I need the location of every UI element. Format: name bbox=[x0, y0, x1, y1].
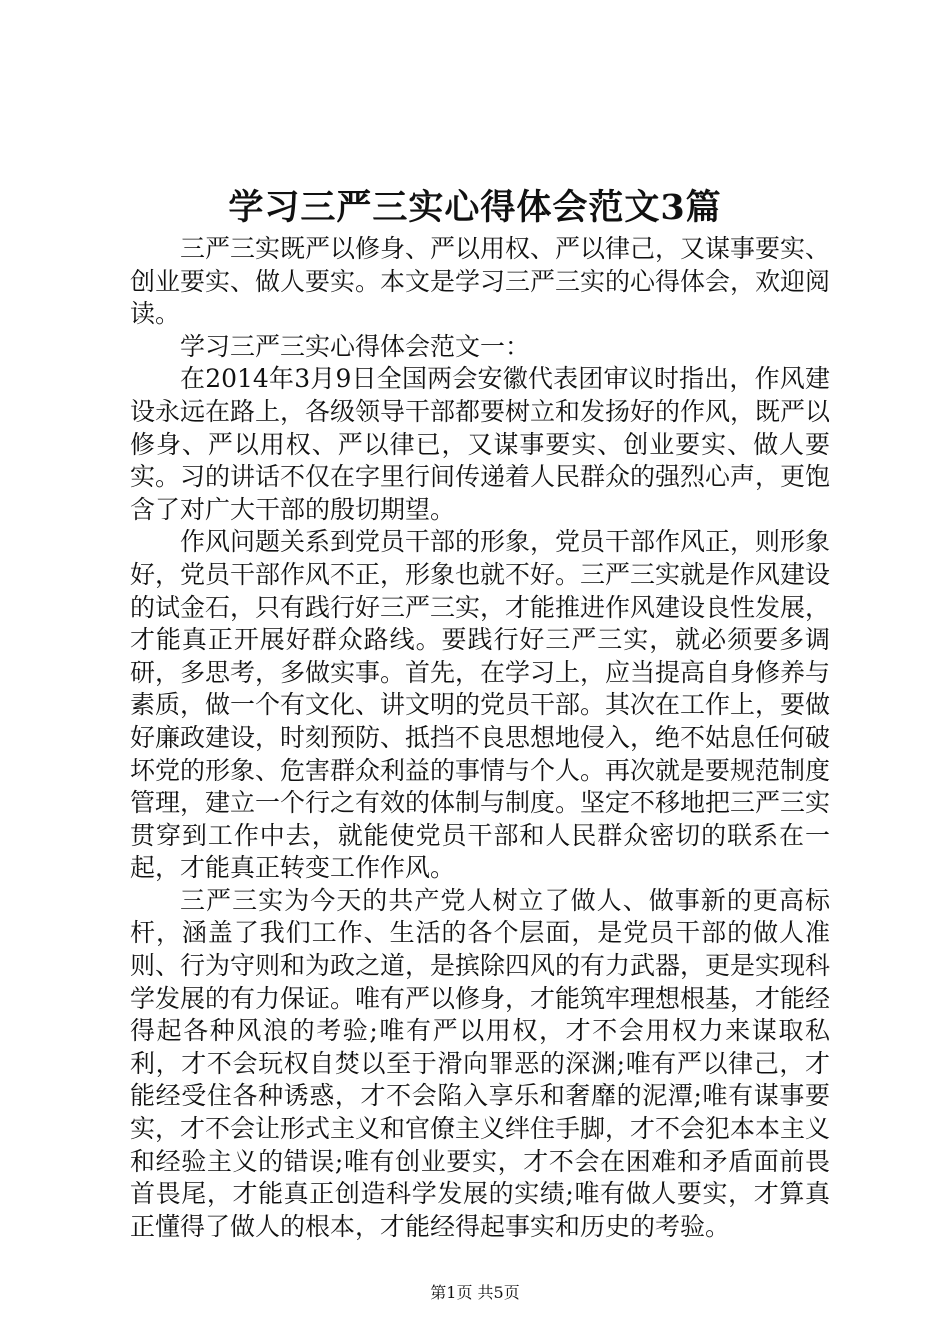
body-paragraph: 作风问题关系到党员干部的形象，党员干部作风正，则形象好，党员干部作风不正，形象也就不好。三严三实就是作风建设的试金石，只有践行好三严三实，才能推进作风建设良性发展，才能真正开展好群众路线。要践行好三严三实，就必须要多调研，多思考，多做实事。首先，在学习上，应当提高自身修养与素质，做一个有文化、讲文明的党员干部。其次在工作上，要做好廉政建设，时刻预防、抵挡不良思想地侵入，绝不姑息任何破坏党的形象、危害群众利益的事情与个人。再次就是要规范制度管理，建立一个行之有效的体制与制度。坚定不移地把三严三实贯穿到工作中去，就能使党员干部和人民群众密切的联系在一起，才能真正转变工作作风。 bbox=[130, 527, 831, 883]
body-paragraph: 三严三实为今天的共产党人树立了做人、做事新的更高标杆，涵盖了我们工作、生活的各个层面，是党员干部的做人准则、行为守则和为政之道，是摈除四风的有力武器，更是实现科学发展的有力保证。唯有严以修身，才能筑牢理想根基，才能经得起各种风浪的考验;唯有严以用权，才不会用权力来谋取私利，才不会玩权自焚以至于滑向罪恶的深渊;唯有严以律己，才能经受住各种诱惑，才不会陷入享乐和奢靡的泥潭;唯有谋事要实，才不会让形式主义和官僚主义绊住手脚，才不会犯本本主义和经验主义的错误;唯有创业要实，才不会在困难和矛盾面前畏首畏尾，才能真正创造科学发展的实绩;唯有做人要实，才算真正懂得了做人的根本，才能经得起事实和历史的考验。 bbox=[130, 885, 831, 1241]
document-body bbox=[130, 233, 830, 1243]
section-heading: 学习三严三实心得体会范文一： bbox=[180, 331, 531, 361]
document-title: 学习三严三实心得体会范文3篇 bbox=[228, 187, 722, 228]
page-footer: 第1页 共5页 bbox=[430, 1283, 520, 1302]
body-paragraph: 在2014年3月9日全国两会安徽代表团审议时指出，作风建设永远在路上，各级领导干部都要树立和发扬好的作风，既严以修身、严以用权、严以律已，又谋事要实、创业要实、做人要实。习的讲话不仅在字里行间传递着人民群众的强烈心声，更饱含了对广大干部的殷切期望。 bbox=[130, 364, 831, 524]
intro-paragraph: 三严三实既严以修身、严以用权、严以律己，又谋事要实、创业要实、做人要实。本文是学习三严三实的心得体会，欢迎阅读。 bbox=[130, 234, 831, 329]
